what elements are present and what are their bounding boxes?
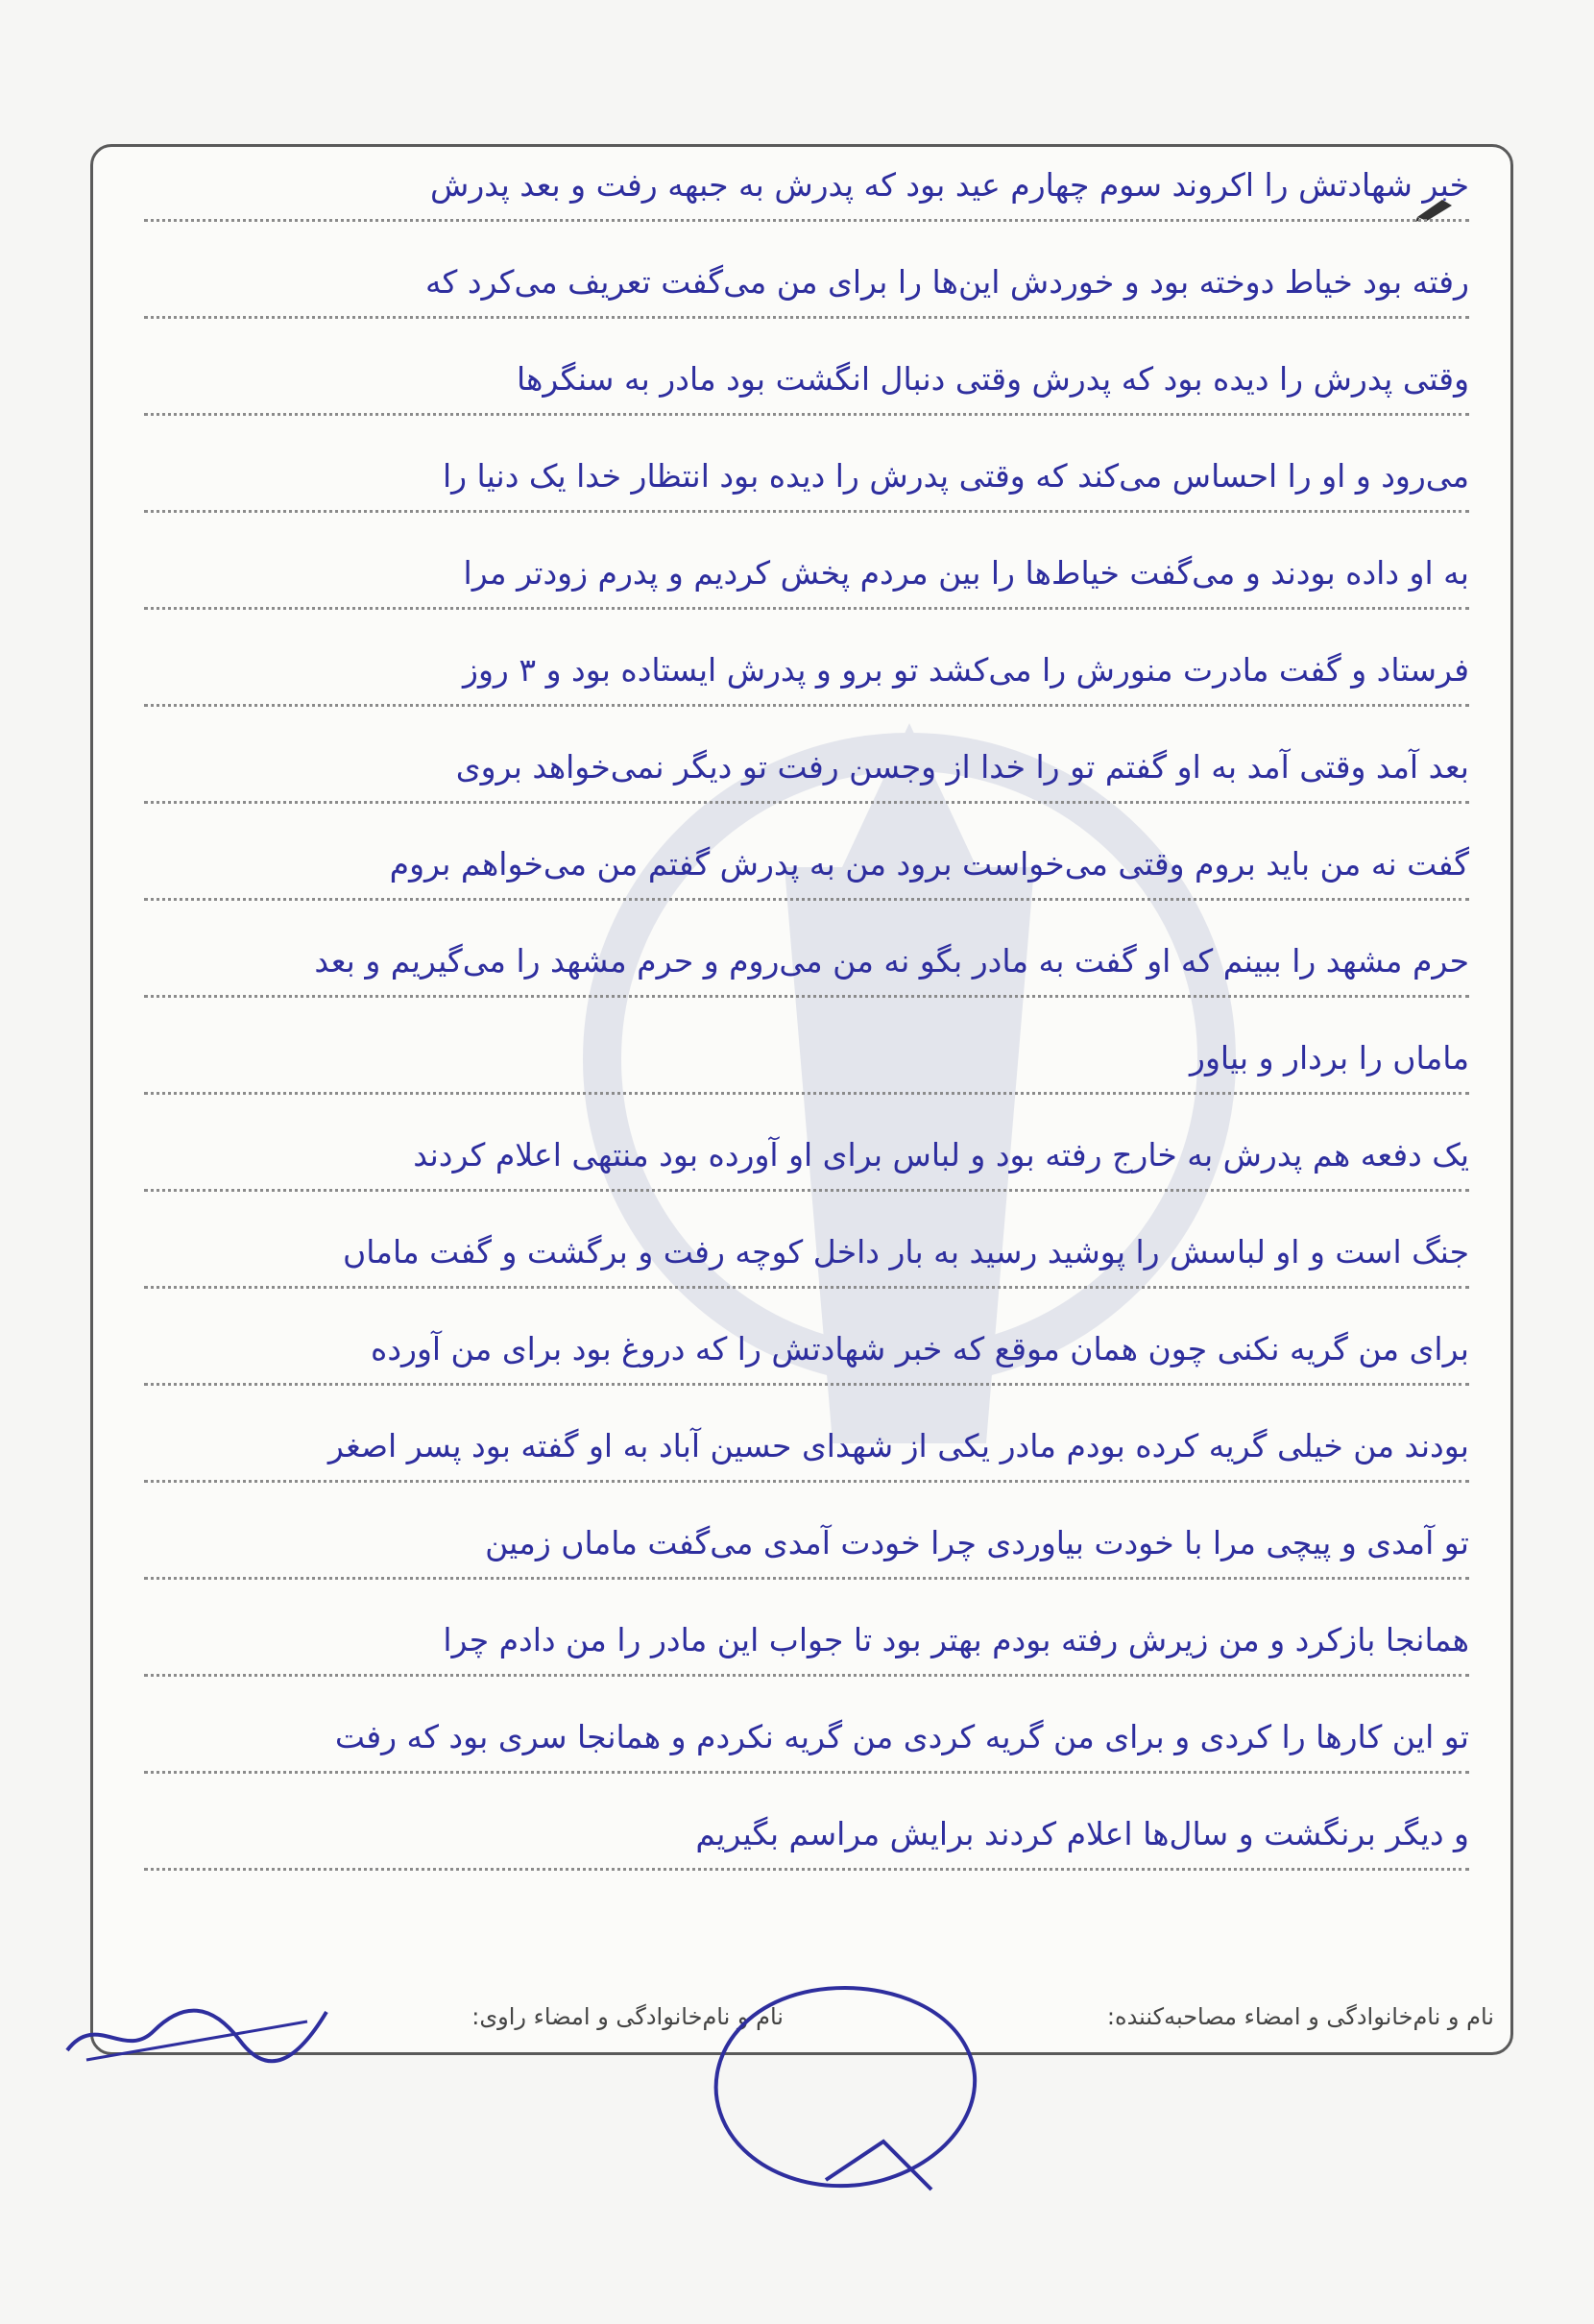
text-line: گفت نه من باید بروم وقتی می‌خواست برود من به پدرش گفتم من می‌خواهم بروم bbox=[144, 833, 1469, 930]
text-line: به او داده بودند و می‌گفت خیاط‌ها را بین مردم پخش کردیم و پدرم زودتر مرا bbox=[144, 542, 1469, 639]
text-line: خبر شهادتش را اکروند سوم چهارم عید بود که پدرش به جبهه رفت و بعد پدرش bbox=[144, 154, 1469, 251]
text-line: و دیگر برنگشت و سال‌ها اعلام کردند برایش مراسم بگیریم bbox=[144, 1803, 1469, 1900]
text-line: بعد آمد وقتی آمد به او گفتم تو را خدا از وجسن رفت تو دیگر نمی‌خواهد بروی bbox=[144, 736, 1469, 833]
text-line: فرستاد و گفت مادرت منورش را می‌کشد تو برو و پدرش ایستاده بود و ۳ روز bbox=[144, 639, 1469, 736]
handwritten-text bbox=[144, 154, 1469, 1900]
text-line: برای من گریه نکنی چون همان موقع که خبر شهادتش را که دروغ بود برای من آورده bbox=[144, 1318, 1469, 1415]
text-line: ماماں را بردار و بیاور bbox=[144, 1027, 1469, 1124]
text-line: بودند من خیلی گریه کرده بودم مادر یکی از شهدای حسین آباد به او گفته بود پسر اصغر bbox=[144, 1415, 1469, 1512]
interviewer-signature bbox=[691, 1969, 1008, 2218]
narrator-signature-label: نام و نام‌خانوادگی و امضاء راوی: bbox=[471, 2003, 784, 2030]
text-line: تو این کارها را کردی و برای من گریه کردی من گریه نکردم و همانجا سری بود که رفت bbox=[144, 1706, 1469, 1803]
text-line: تو آمدی و پیچی مرا با خودت بیاوردی چرا خودت آمدی می‌گفت ماماں زمین bbox=[144, 1512, 1469, 1609]
text-line: جنگ است و او لباسش را پوشید رسید به بار داخل کوچه رفت و برگشت و گفت ماماں bbox=[144, 1221, 1469, 1318]
interviewer-signature-label: نام و نام‌خانوادگی و امضاء مصاحبه‌کننده: bbox=[1106, 2003, 1494, 2030]
text-line: همانجا بازکرد و من زیرش رفته بودم بهتر بود تا جواب این مادر را من دادم چرا bbox=[144, 1609, 1469, 1706]
text-line: می‌رود و او را احساس می‌کند که وقتی پدرش را دیده بود انتظار خدا یک دنیا را bbox=[144, 445, 1469, 542]
text-line: حرم مشهد را ببینم که او گفت به مادر بگو نه من می‌روم و حرم مشهد را می‌گیریم و بعد bbox=[144, 930, 1469, 1027]
text-line: وقتی پدرش را دیده بود که پدرش وقتی دنبال انگشت بود مادر به سنگرها bbox=[144, 348, 1469, 445]
text-line: رفته بود خیاط دوخته بود و خوردش این‌ها را برای من می‌گفت تعریف می‌کرد که bbox=[144, 251, 1469, 348]
text-line: یک دفعه هم پدرش به خارج رفته بود و لباس برای او آورده بود منتهی اعلام کردند bbox=[144, 1124, 1469, 1221]
narrator-signature bbox=[58, 1993, 336, 2070]
